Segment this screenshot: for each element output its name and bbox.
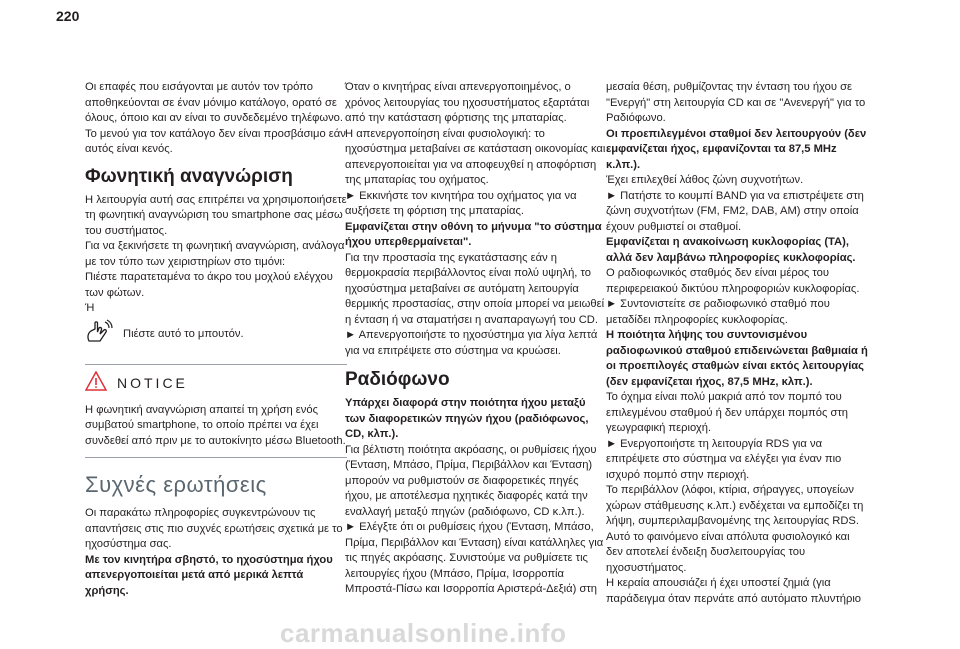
- notice-text: Η φωνητική αναγνώριση απαιτεί τη χρήση ενός συμβατού smartphone, το οποίο πρέπει να έχει συνδεθεί από πριν με το αυτοκίνητο μέσω Bluetooth.: [85, 403, 346, 447]
- paragraph: ► Ενεργοποιήστε τη λειτουργία RDS για να επιτρέψετε στο σύστημα να ελέγξει για έναν πιο ισχυρό πομπό στην περιοχή.: [606, 437, 842, 481]
- notice-box: [85, 364, 347, 458]
- paragraph: ► Ελέγξτε ότι οι ρυθμίσεις ήχου (Ένταση, Μπάσο, Πρίμα, Περιβάλλον και Ένταση) είναι κατάλληλες για τις πηγές ακρόασης. Συνιστούμε να ρυθμίσετε τις λειτουργίες ήχου (Μπάσο, Πρίμα, Ισορροπία Μπροστά-Πίσω και Ισορροπία Αριστερά-Δεξιά) στη: [345, 521, 604, 595]
- faq-question: Εμφανίζεται η ανακοίνωση κυκλοφορίας (TA), αλλά δεν λαμβάνω πληροφορίες κυκλοφορίας.: [606, 236, 856, 264]
- hand-press-icon: [85, 319, 123, 351]
- voice-recognition-heading: Φωνητική αναγνώριση: [85, 165, 293, 187]
- paragraph: Πιέστε παρατεταμένα το άκρο του μοχλού ελέγχου των φώτων.: [85, 271, 333, 299]
- paragraph: ► Συντονιστείτε σε ραδιοφωνικό σταθμό που μεταδίδει πληροφορίες κυκλοφορίας.: [606, 298, 830, 326]
- faq-question: Οι προεπιλεγμένοι σταθμοί δεν λειτουργούν (δεν εμφανίζεται ήχος, εμφανίζονται τα 87,5 MHz κ.λπ.).: [606, 127, 867, 171]
- paragraph: ► Απενεργοποιήστε το ηχοσύστημα για λίγα λεπτά για να επιτρέψετε στο σύστημα να κρυώσει.: [345, 329, 598, 357]
- radio-heading: Ραδιόφωνο: [345, 369, 450, 390]
- paragraph: Το όχημα είναι πολύ μακριά από τον πομπό του επιλεγμένου σταθμού ή δεν υπάρχει πομπός στη γεωγραφική περιοχή.: [606, 391, 849, 434]
- column-2: [345, 80, 607, 598]
- paragraph: ► Πατήστε το κουμπί BAND για να επιστρέψετε στη ζώνη συχνοτήτων (FM, FM2, DAB, AM) στην οποία έχουν ρυθμιστεί οι σταθμοί.: [606, 189, 864, 233]
- paragraph: Για βέλτιστη ποιότητα ακρόασης, οι ρυθμίσεις ήχου (Ένταση, Μπάσο, Πρίμα, Περιβάλλον και Ένταση) μπορούν να ρυθμιστούν σε διαφορετικές πηγές ήχου, με αποτέλεσμα ηχητικές διαφορές κατά την εναλλαγή μεταξύ πηγών (ραδιόφωνο, CD κ.λπ.).: [345, 443, 597, 518]
- watermark: carmanualsonline.info: [280, 618, 567, 648]
- faq-question: Εμφανίζεται στην οθόνη το μήνυμα "το σύστημα ήχου υπερθερμαίνεται".: [345, 220, 602, 248]
- paragraph: Για την προστασία της εγκατάστασης εάν η θερμοκρασία περιβάλλοντος είναι πολύ υψηλή, το ηχοσύστημα μεταβαίνει σε αυτόματη λειτουργία θερμικής προστασίας, στην οποία μπορεί να μειωθεί η ένταση ή να σταματήσει η αναπαραγωγή του CD.: [345, 251, 605, 326]
- faq-heading: Συχνές ερωτήσεις: [85, 472, 267, 497]
- contacts-paragraph: Οι επαφές που εισάγονται με αυτόν τον τρόπο αποθηκεύονται σε έναν μόνιμο κατάλογο, ορατό σε όλους, όποιο και αν είναι το συνδεδεμένο τηλέφωνο. Το μενού για τον κατάλογο δεν είναι προσβάσιμο εάν αυτός είναι κενός.: [85, 81, 346, 155]
- faq-question: Υπάρχει διαφορά στην ποιότητα ήχου μεταξύ των διαφορετικών πηγών ήχου (ραδιόφωνος, CD, κλπ.).: [345, 397, 589, 440]
- notice-title: NOTICE: [117, 375, 188, 391]
- column-1: [85, 80, 347, 599]
- paragraph: Η κεραία απουσιάζει ή έχει υποστεί ζημιά (για παράδειγμα όταν περνάτε από αυτόματο πλυντήριο: [606, 577, 862, 605]
- or-text: Ή: [85, 302, 95, 314]
- column-3: [606, 80, 868, 607]
- touch-instruction: [85, 319, 347, 351]
- paragraph: Το περιβάλλον (λόφοι, κτίρια, σήραγγες, υπογείων χώρων στάθμευσης κ.λπ.) ενδέχεται να εμποδίζει τη λήψη, συμπεριλαμβανομένης της λειτουργίας RDS. Αυτό το φαινόμενο είναι απόλυτα φυσιολογικό και δεν αποτελεί ένδειξη δυσλειτουργίας του ηχοσυστήματος.: [606, 484, 864, 574]
- paragraph: Οι παρακάτω πληροφορίες συγκεντρώνουν τις απαντήσεις στις πιο συχνές ερωτήσεις σχετικά με το ηχοσύστημα σας.: [85, 507, 343, 550]
- paragraph: Η απενεργοποίηση είναι φυσιολογική: το ηχοσύστημα μεταβαίνει σε κατάσταση οικονομίας και απενεργοποιείται για να αποφευχθεί η αποφόρτιση της μπαταρίας του οχήματος.: [345, 127, 606, 186]
- paragraph: Έχει επιλεχθεί λάθος ζώνη συχνοτήτων.: [606, 174, 804, 186]
- paragraph: Για να ξεκινήσετε τη φωνητική αναγνώριση, ανάλογα με τον τύπο των χειριστηρίων στο τιμόνι:: [85, 240, 345, 268]
- paragraph: Η λειτουργία αυτή σας επιτρέπει να χρησιμοποιήσετε τη φωνητική αναγνώριση του smartphone σας μέσω του συστήματος.: [85, 193, 347, 237]
- page-number: 220: [56, 8, 80, 24]
- faq-question: Η ποιότητα λήψης του συντονισμένου ραδιοφωνικού σταθμού επιδεινώνεται βαθμιαία ή οι προεπιλογές σταθμών είναι εκτός λειτουργίας (δεν εμφανίζεται ήχος, 87,5 MHz, κλπ.).: [606, 329, 868, 388]
- paragraph: Ο ραδιοφωνικός σταθμός δεν είναι μέρος του περιφερειακού δικτύου πληροφοριών κυκλοφορίας.: [606, 267, 860, 295]
- faq-question: Με τον κινητήρα σβηστό, το ηχοσύστημα ήχου απενεργοποιείται μετά από μερικά λεπτά χρήσης.: [85, 553, 333, 597]
- touch-text: Πιέστε αυτό το μπουτόν.: [123, 327, 244, 340]
- warning-triangle-icon: [85, 371, 117, 397]
- paragraph: μεσαία θέση, ρυθμίζοντας την ένταση του ήχου σε "Ενεργή" στη λειτουργία CD και σε "Ανενεργή" για το Ραδιόφωνο.: [606, 81, 866, 124]
- paragraph: ► Εκκινήστε τον κινητήρα του οχήματος για να αυξήσετε τη φόρτιση της μπαταρίας.: [345, 189, 577, 217]
- paragraph: Όταν ο κινητήρας είναι απενεργοποιημένος, ο χρόνος λειτουργίας του ηχοσυστήματος εξαρτάται από την κατάσταση φόρτισης της μπαταρίας.: [345, 81, 590, 124]
